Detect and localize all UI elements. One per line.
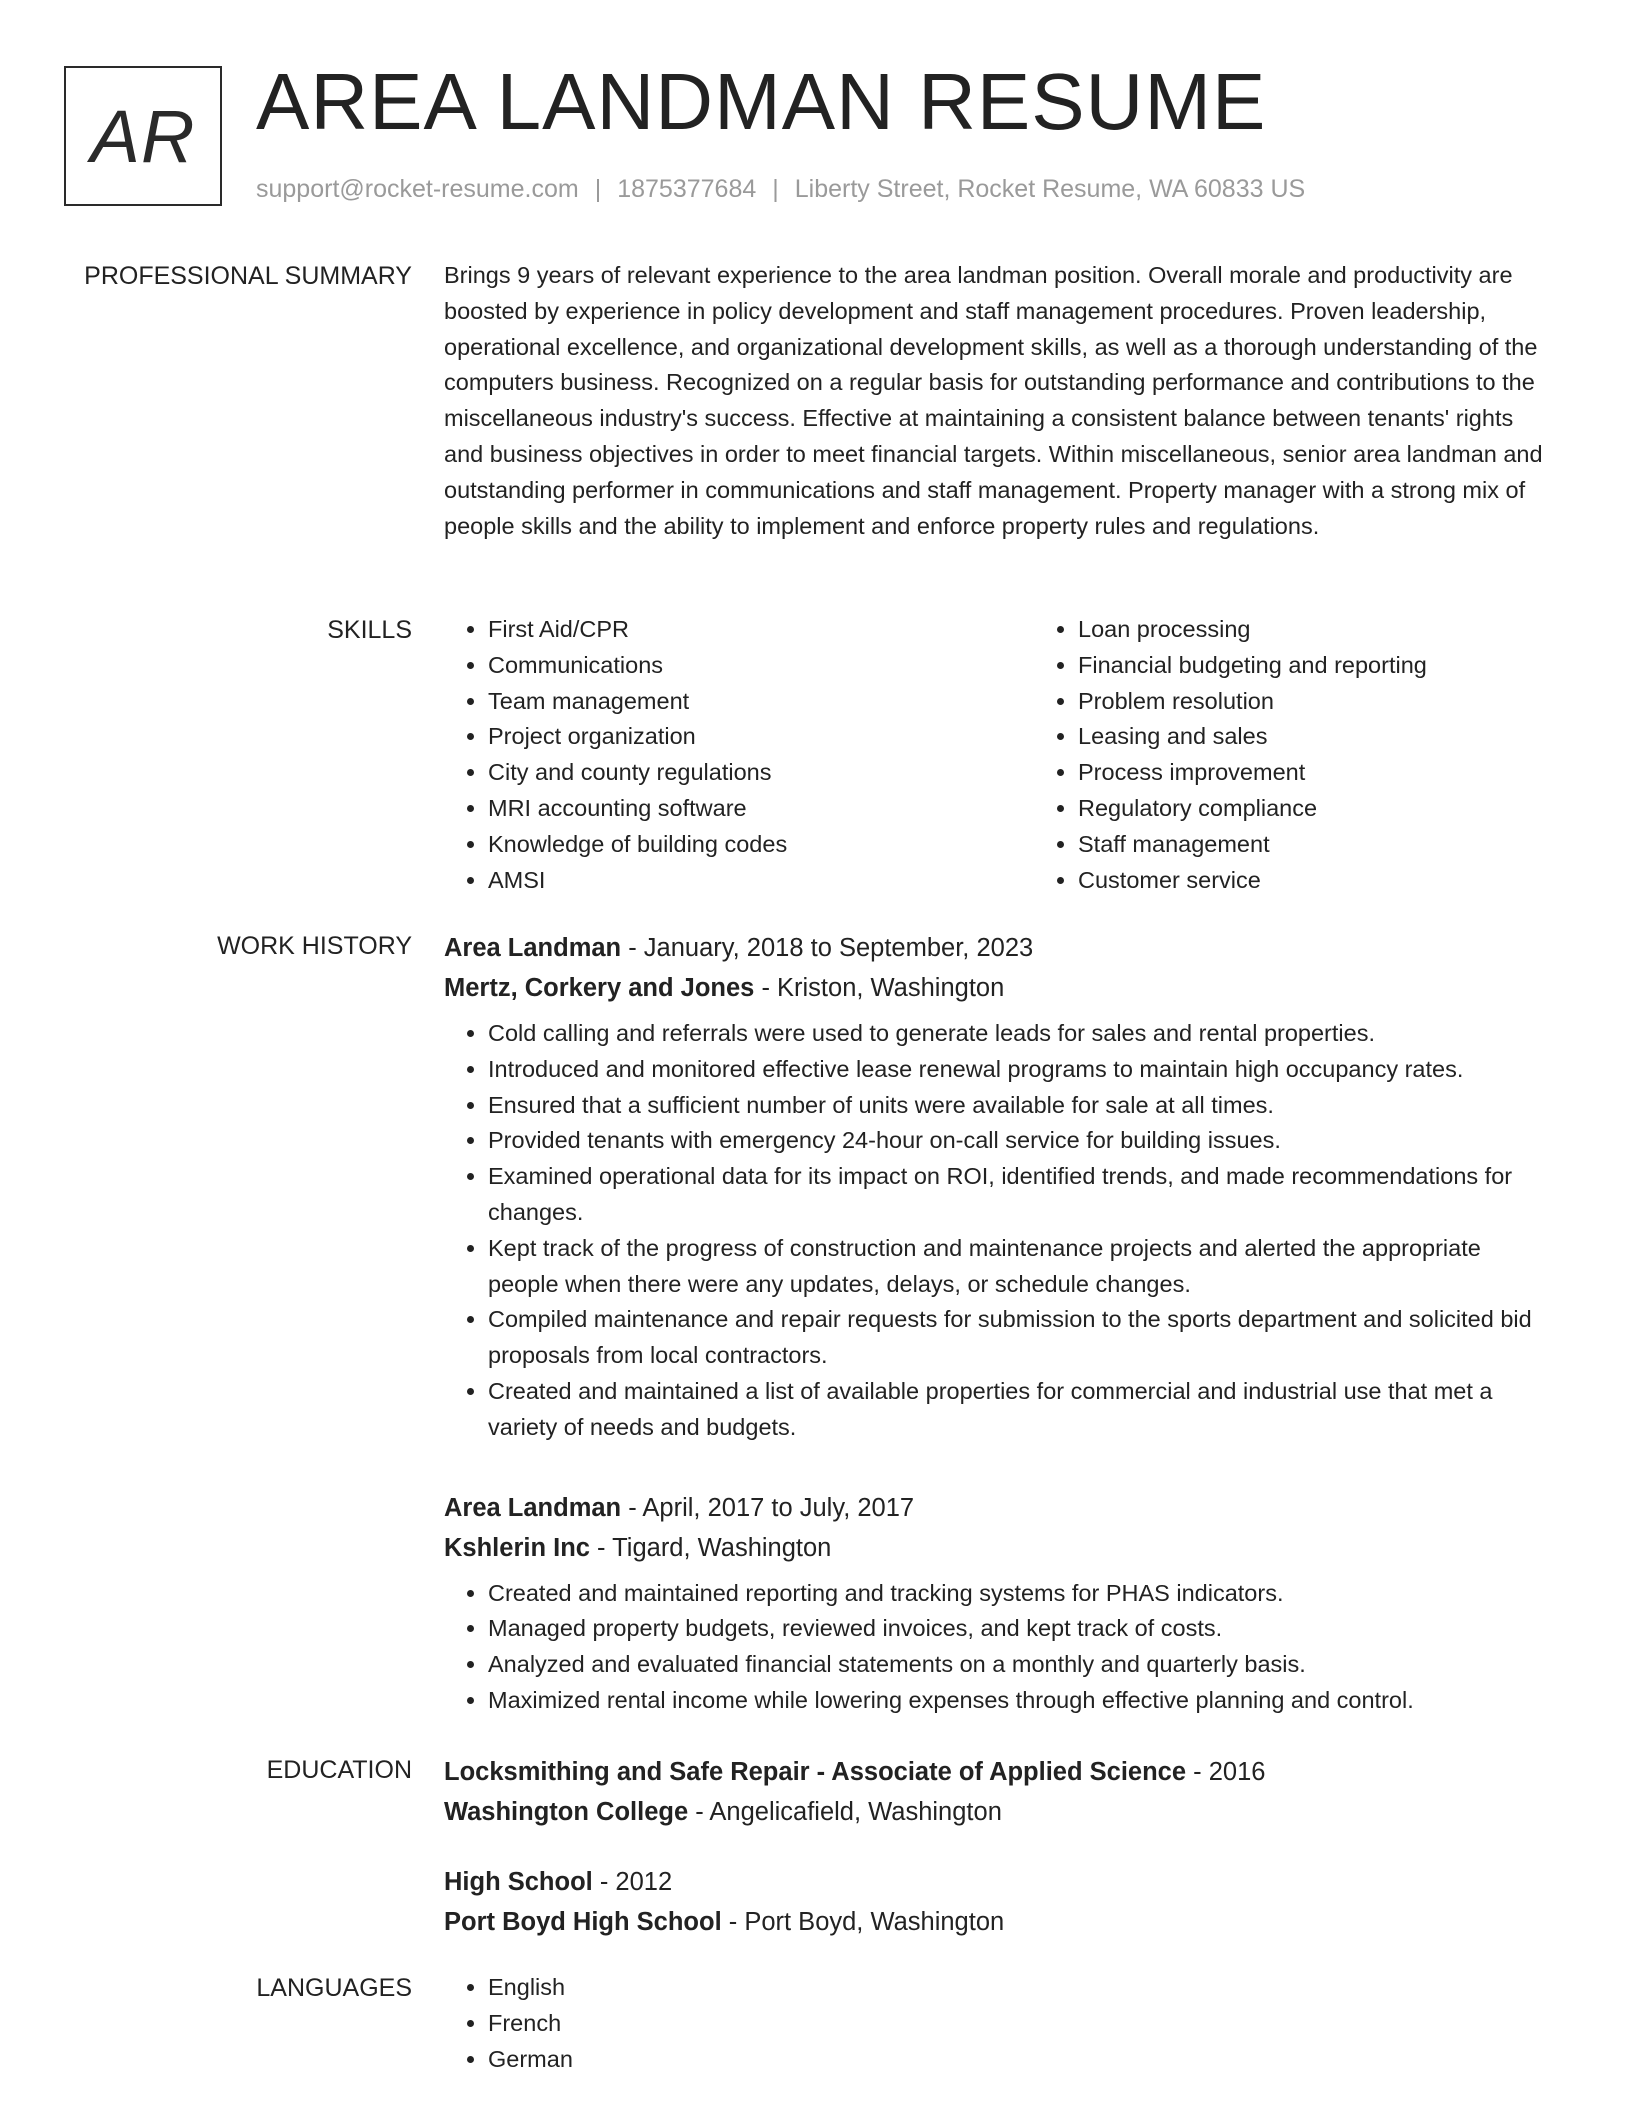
skill-item: • First Aid/CPR [488, 612, 1034, 648]
job-dates: - April, 2017 to July, 2017 [621, 1493, 915, 1522]
school: Port Boyd High School [444, 1908, 722, 1936]
skill-item: • Staff management [1078, 827, 1624, 863]
job-bullet: • Provided tenants with emergency 24-hour on-call service for building issues. [488, 1123, 1556, 1159]
contact-address: Liberty Street, Rocket Resume, WA 60833 US [794, 175, 1306, 203]
skill-item: • Leasing and sales [1078, 719, 1624, 755]
skill-item: • Team management [488, 684, 1034, 720]
skill-item: • MRI accounting software [488, 791, 1034, 827]
job-bullet: • Ensured that a sufficient number of units were available for sale at all times. [488, 1088, 1556, 1124]
job-location: - Kriston, Washington [754, 974, 1005, 1002]
monogram-initials: AR [90, 94, 196, 178]
degree-year: - 2016 [1186, 1758, 1266, 1786]
skill-item: • Customer service [1078, 863, 1624, 899]
skill-item: • AMSI [488, 863, 1034, 899]
degree-line [444, 1862, 1556, 1902]
job-entry [444, 928, 1556, 1446]
degree: High School [444, 1868, 593, 1896]
languages-list [444, 1970, 1556, 2077]
skill-item: • Loan processing [1078, 612, 1624, 648]
school-location: - Port Boyd, Washington [721, 1908, 1005, 1936]
section-label-skills: SKILLS [327, 616, 412, 644]
school-location: - Angelicafield, Washington [688, 1798, 1002, 1826]
job-bullets [444, 1576, 1556, 1719]
skill-item: • Financial budgeting and reporting [1078, 648, 1624, 684]
resume-title: AREA LANDMAN RESUME [256, 57, 1267, 146]
job-title-line [444, 1488, 1556, 1528]
job-title: Area Landman [444, 1493, 622, 1522]
skill-item: • Regulatory compliance [1078, 791, 1624, 827]
skill-item: • Knowledge of building codes [488, 827, 1034, 863]
language-item: • German [488, 2042, 1556, 2078]
job-company-line [444, 1528, 1556, 1568]
skill-item: • City and county regulations [488, 755, 1034, 791]
contact-line [256, 174, 1305, 204]
contact-separator: | [594, 175, 602, 203]
job-entry [444, 1488, 1556, 1719]
contact-email[interactable]: support@rocket-resume.com [256, 175, 579, 203]
job-bullet: • Created and maintained reporting and tracking systems for PHAS indicators. [488, 1576, 1556, 1612]
degree: Locksmithing and Safe Repair - Associate of Applied Science [444, 1758, 1187, 1786]
skill-item: • Communications [488, 648, 1034, 684]
job-bullet: • Managed property budgets, reviewed invoices, and kept track of costs. [488, 1611, 1556, 1647]
monogram-badge [64, 66, 222, 206]
language-item: • English [488, 1970, 1556, 2006]
skill-item: • Project organization [488, 719, 1034, 755]
job-bullet: • Cold calling and referrals were used to generate leads for sales and rental properties. [488, 1016, 1556, 1052]
section-label-work-history: WORK HISTORY [217, 932, 412, 960]
skills-list-left [444, 612, 1034, 898]
job-company-line [444, 968, 1556, 1008]
school: Washington College [444, 1798, 689, 1826]
job-bullet: • Analyzed and evaluated financial statements on a monthly and quarterly basis. [488, 1647, 1556, 1683]
job-bullet: • Examined operational data for its impact on ROI, identified trends, and made recommendations for changes. [488, 1159, 1556, 1231]
school-line [444, 1792, 1556, 1832]
job-title-line [444, 928, 1556, 968]
section-label-languages: LANGUAGES [256, 1974, 412, 2002]
job-bullet: • Kept track of the progress of construction and maintenance projects and alerted the appropriate people when there were any updates, delays, or schedule changes. [488, 1231, 1556, 1303]
job-company: Mertz, Corkery and Jones [444, 974, 755, 1002]
job-dates: - January, 2018 to September, 2023 [621, 934, 1034, 962]
job-bullet: • Created and maintained a list of available properties for commercial and industrial use that met a variety of needs and budgets. [488, 1374, 1556, 1446]
degree-year: - 2012 [592, 1868, 673, 1896]
summary-text: Brings 9 years of relevant experience to the area landman position. Overall morale and productivity are boosted by experience in policy development and staff management procedures. Proven leadership, operational excellence, and organizational development skills, as well as a thorough understanding of the computers business. Recognized on a regular basis for outstanding performance and contributions to the miscellaneous industry's success. Effective at maintaining a consistent balance between tenants' rights and business objectives in order to meet financial targets. Within miscellaneous, senior area landman and outstanding performer in communications and staff management. Property manager with a strong mix of people skills and the ability to implement and enforce property rules and regulations. [444, 262, 1543, 539]
section-label-education: EDUCATION [266, 1756, 412, 1784]
education-entry [444, 1862, 1556, 1942]
skill-item: • Process improvement [1078, 755, 1624, 791]
degree-line [444, 1752, 1556, 1792]
skills-columns [444, 612, 1556, 898]
school-line [444, 1902, 1556, 1942]
language-item: • French [488, 2006, 1556, 2042]
job-bullets [444, 1016, 1556, 1446]
job-bullet: • Compiled maintenance and repair requests for submission to the sports department and solicited bid proposals from local contractors. [488, 1302, 1556, 1374]
section-label-summary: PROFESSIONAL SUMMARY [84, 262, 412, 290]
job-location: - Tigard, Washington [589, 1533, 832, 1562]
contact-separator: | [772, 175, 779, 203]
job-bullet: • Maximized rental income while lowering expenses through effective planning and control. [488, 1683, 1556, 1719]
job-title: Area Landman [444, 934, 622, 962]
skills-list-right [1034, 612, 1624, 898]
contact-phone[interactable]: 1875377684 [617, 175, 757, 203]
job-bullet: • Introduced and monitored effective lease renewal programs to maintain high occupancy rates. [488, 1052, 1556, 1088]
skill-item: • Problem resolution [1078, 684, 1624, 720]
education-entry [444, 1752, 1556, 1832]
job-company: Kshlerin Inc [444, 1533, 590, 1562]
